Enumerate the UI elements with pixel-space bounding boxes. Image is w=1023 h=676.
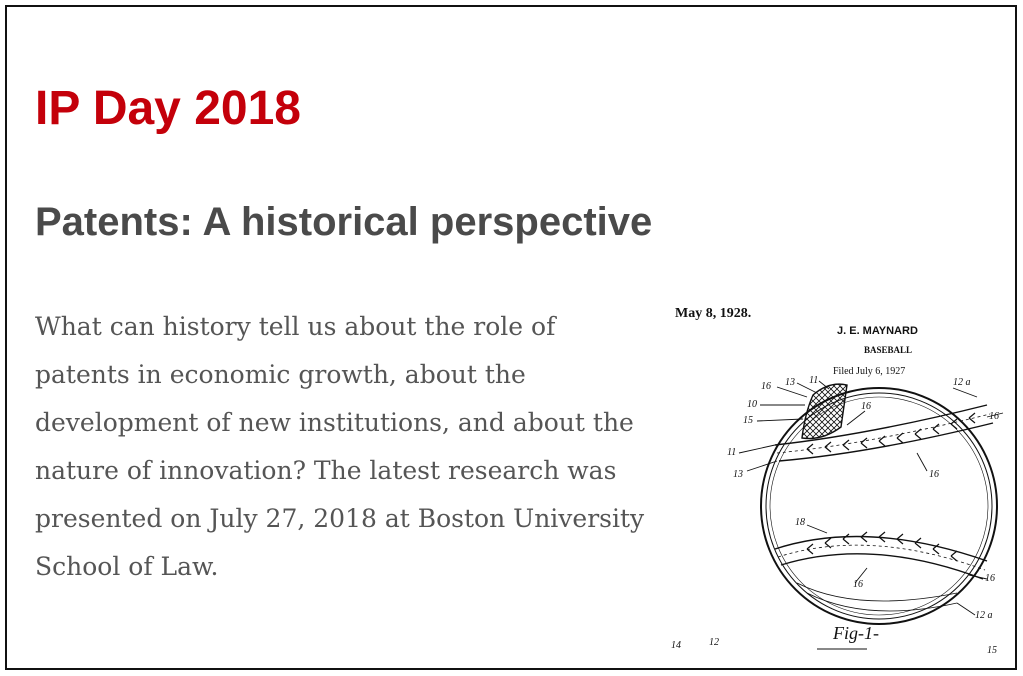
paragraph-line: What can history tell us about the role of xyxy=(35,312,556,341)
svg-text:15: 15 xyxy=(987,645,997,656)
patent-subject: BASEBALL xyxy=(864,345,913,355)
svg-text:10: 10 xyxy=(747,399,757,410)
svg-text:16: 16 xyxy=(985,573,995,584)
svg-text:13: 13 xyxy=(733,469,743,480)
svg-text:11: 11 xyxy=(809,375,819,386)
svg-text:16: 16 xyxy=(989,411,999,422)
svg-text:12 a: 12 a xyxy=(953,377,971,388)
paragraph-line: patents in economic growth, about the xyxy=(35,360,526,389)
patent-inventor: J. E. MAYNARD xyxy=(837,325,918,337)
patent-date: May 8, 1928. xyxy=(675,306,752,321)
svg-text:16: 16 xyxy=(929,469,939,480)
event-title: IP Day 2018 xyxy=(35,82,301,135)
svg-text:18: 18 xyxy=(795,517,805,528)
slide-frame xyxy=(5,5,1017,670)
svg-text:12: 12 xyxy=(709,637,719,648)
page-title: Patents: A historical perspective xyxy=(35,200,653,244)
paragraph-line: School of Law. xyxy=(35,552,219,581)
paragraph-line: presented on July 27, 2018 at Boston University xyxy=(35,504,645,533)
svg-text:13: 13 xyxy=(785,377,795,388)
patent-drawing xyxy=(657,293,1012,663)
patent-filed: Filed July 6, 1927 xyxy=(833,366,906,377)
svg-text:16: 16 xyxy=(853,579,863,590)
article-paragraph xyxy=(35,303,655,591)
svg-text:12 a: 12 a xyxy=(975,610,993,621)
svg-text:16: 16 xyxy=(761,381,771,392)
svg-text:11: 11 xyxy=(727,447,737,458)
svg-text:14: 14 xyxy=(671,640,681,651)
baseball-patent-illustration xyxy=(657,293,1012,663)
paragraph-line: development of new institutions, and about the xyxy=(35,408,634,437)
paragraph-line: nature of innovation? The latest research was xyxy=(35,456,617,485)
figure-label: Fig-1- xyxy=(833,623,879,643)
svg-text:15: 15 xyxy=(743,415,753,426)
svg-text:16: 16 xyxy=(861,401,871,412)
